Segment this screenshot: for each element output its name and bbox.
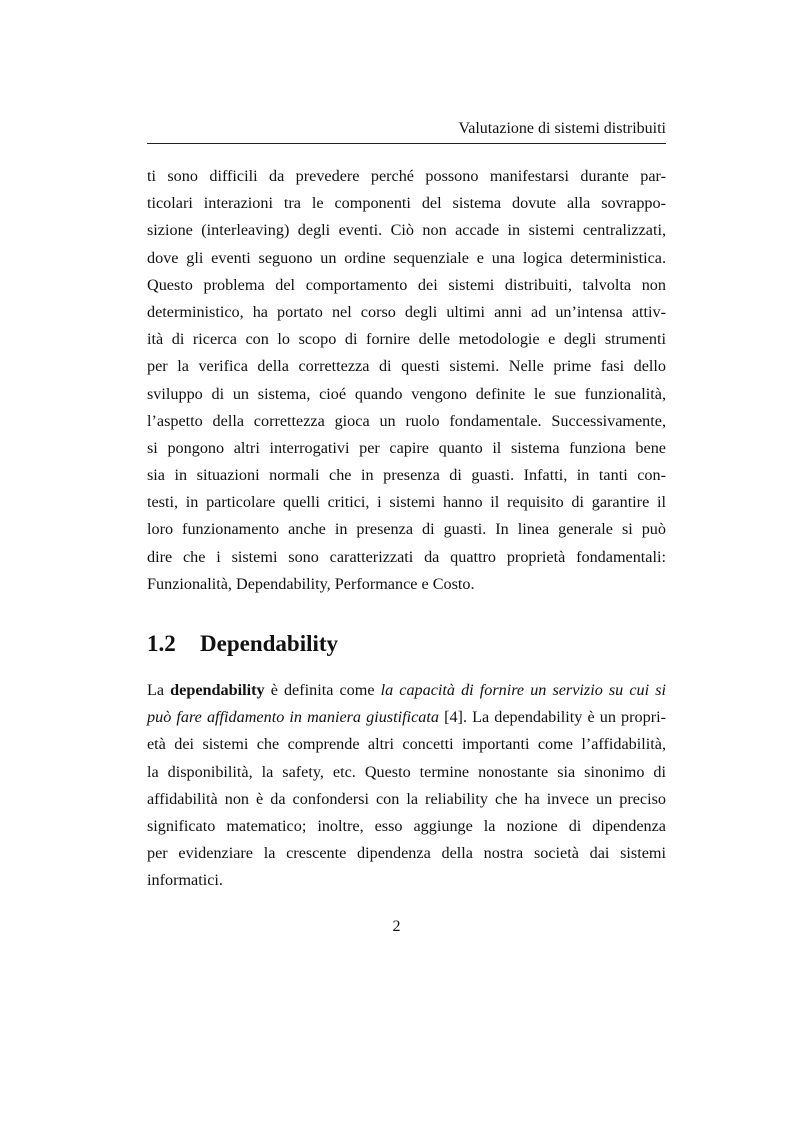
paragraph-line: la disponibilità, la safety, etc. Questo termine nonostante sia sinonimo di xyxy=(147,762,666,781)
paragraph-line: per la verifica della correttezza di questi sistemi. Nelle prime fasi dello xyxy=(147,357,666,376)
paragraph-line: ità di ricerca con lo scopo di fornire delle metodologie e degli strumenti xyxy=(147,330,666,349)
text-run: La xyxy=(147,681,171,699)
paragraph-line: sviluppo di un sistema, cioé quando vengono definite le sue funzionalità, xyxy=(147,384,666,403)
paragraph-line: affidabilità non è da confondersi con la reliability che ha invece un preciso xyxy=(147,789,666,808)
paragraph-line: ti sono difficili da prevedere perché possono manifestarsi durante par- xyxy=(147,167,666,185)
section-number: 1.2 xyxy=(147,631,176,656)
paragraph-line: Funzionalità, Dependability, Performance e Costo. xyxy=(147,574,475,593)
paragraph-line: sia in situazioni normali che in presenza di guasti. Infatti, in tanti con- xyxy=(147,466,666,485)
paragraph-line: Questo problema del comportamento dei sistemi distribuiti, talvolta non xyxy=(147,275,666,294)
paragraph-line: ticolari interazioni tra le componenti del sistema dovute alla sovrappo- xyxy=(147,194,666,213)
paragraph-line: informatici. xyxy=(147,871,223,890)
running-header xyxy=(147,119,666,144)
italic-definition: può fare affidamento in maniera giustificata xyxy=(147,708,439,727)
body-paragraph-1 xyxy=(147,163,666,598)
section-title: Dependability xyxy=(200,631,339,656)
text-run: è definita come xyxy=(264,681,381,699)
paragraph-line: per evidenziare la crescente dipendenza della nostra società dai sistemi xyxy=(147,844,666,863)
paragraph-line: testi, in particolare quelli critici, i sistemi hanno il requisito di garantire il xyxy=(147,493,666,512)
paragraph-line: l’aspetto della correttezza gioca un ruolo fondamentale. Successivamente, xyxy=(147,411,666,430)
section-heading xyxy=(147,629,338,659)
paragraph-line: loro funzionamento anche in presenza di guasti. In linea generale si può xyxy=(147,520,666,539)
italic-definition: la capacità di fornire un servizio su cui si xyxy=(380,681,666,699)
paragraph-line: dire che i sistemi sono caratterizzati da quattro proprietà fondamentali: xyxy=(147,547,666,566)
paragraph-line: sizione (interleaving) degli eventi. Ciò non accade in sistemi centralizzati, xyxy=(147,221,666,240)
paragraph-line: si pongono altri interrogativi per capire quanto il sistema funziona bene xyxy=(147,438,666,457)
body-paragraph-2 xyxy=(147,677,666,895)
paragraph-line: dove gli eventi seguono un ordine sequenziale e una logica deterministica. xyxy=(147,248,666,267)
paragraph-line xyxy=(147,677,666,704)
paragraph-line xyxy=(147,704,666,731)
paragraph-line: significato matematico; inoltre, esso aggiunge la nozione di dipendenza xyxy=(147,816,666,835)
text-run: [4]. La dependability è un propri- xyxy=(438,708,666,727)
running-header-title: Valutazione di sistemi distribuiti xyxy=(458,120,666,137)
bold-term: dependability xyxy=(170,681,265,699)
page-number: 2 xyxy=(392,918,401,935)
paragraph-line: età dei sistemi che comprende altri concetti importanti come l’affidabilità, xyxy=(147,735,666,754)
paragraph-line: deterministico, ha portato nel corso degli ultimi anni ad un’intensa attiv- xyxy=(147,302,666,321)
